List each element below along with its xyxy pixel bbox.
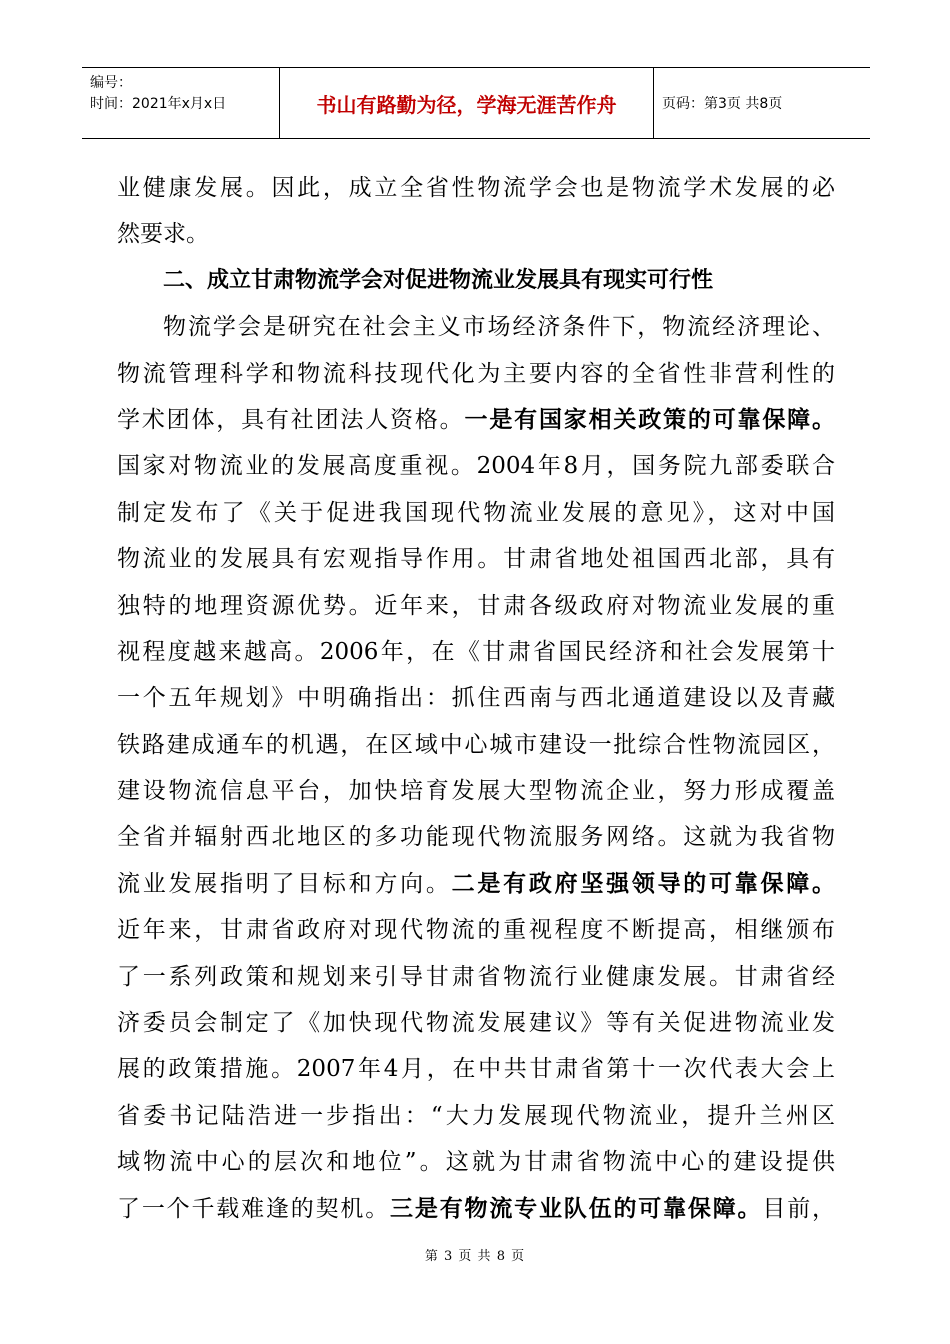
text-line: 近年来，甘肃省政府对现代物流的重视程度不断提高，相继颁布	[117, 917, 835, 944]
text-line: 一个五年规划》中明确指出：抓住西南与西北通道建设以及青藏	[117, 685, 835, 712]
bold-key-point: 三是有物流专业队伍的可靠保障。	[390, 1194, 763, 1222]
text-line: 域物流中心的层次和地位”。这就为甘肃省物流中心的建设提供	[117, 1149, 835, 1176]
text-line: 全省并辐射西北地区的多功能现代物流服务网络。这就为我省物	[117, 824, 835, 851]
section-heading: 二、成立甘肃物流学会对促进物流业发展具有现实可行性	[163, 267, 714, 293]
header-page-number: 页码：第3页 共8页	[662, 96, 783, 112]
text-line: 然要求。	[117, 221, 209, 248]
number-label: 编号：	[90, 75, 132, 91]
text-line: 物流管理科学和物流科技现代化为主要内容的全省性非营利性的	[117, 360, 835, 387]
text-line: 展的政策措施。2007年4月，在中共甘肃省第十一次代表大会上	[117, 1056, 835, 1083]
text-line: 济委员会制定了《加快现代物流发展建议》等有关促进物流业发	[117, 1010, 835, 1037]
text-line: 流业发展指明了目标和方向。二是有政府坚强领导的可靠保障。	[117, 869, 836, 897]
page-header	[82, 67, 870, 139]
text-line: 省委书记陆浩进一步指出：“大力发展现代物流业，提升兰州区	[117, 1102, 835, 1129]
bold-key-point: 一是有国家相关政策的可靠保障。	[464, 405, 836, 433]
text-line: 国家对物流业的发展高度重视。2004年8月，国务院九部委联合	[117, 453, 835, 480]
text-line: 视程度越来越高。2006年，在《甘肃省国民经济和社会发展第十	[117, 638, 835, 665]
text-line: 学术团体，具有社团法人资格。一是有国家相关政策的可靠保障。	[117, 405, 836, 433]
text-line: 物流学会是研究在社会主义市场经济条件下，物流经济理论、	[163, 314, 835, 341]
page-footer: 第 3 页 共 8 页	[424, 1249, 526, 1264]
text-line: 业健康发展。因此，成立全省性物流学会也是物流学术发展的必	[117, 175, 835, 201]
bold-key-point: 二是有政府坚强领导的可靠保障。	[451, 869, 836, 897]
text-line: 制定发布了《关于促进我国现代物流业发展的意见》，这对中国	[117, 499, 835, 526]
text-line: 铁路建成通车的机遇，在区域中心城市建设一批综合性物流园区，	[117, 731, 835, 758]
document-body	[117, 165, 835, 1232]
text-line: 了一系列政策和规划来引导甘肃省物流行业健康发展。甘肃省经	[117, 963, 835, 990]
text-line: 建设物流信息平台，加快培育发展大型物流企业，努力形成覆盖	[117, 778, 835, 805]
time-label: 时间：2021年x月x日	[90, 96, 227, 112]
text-line: 物流业的发展具有宏观指导作用。甘肃省地处祖国西北部，具有	[117, 546, 835, 573]
header-motto: 书山有路勤为径，学海无涯苦作舟	[280, 68, 654, 138]
text-line: 独特的地理资源优势。近年来，甘肃各级政府对物流业发展的重	[117, 592, 835, 619]
text-line: 了一个千载难逢的契机。三是有物流专业队伍的可靠保障。目前，	[117, 1194, 836, 1222]
header-meta	[82, 68, 280, 138]
